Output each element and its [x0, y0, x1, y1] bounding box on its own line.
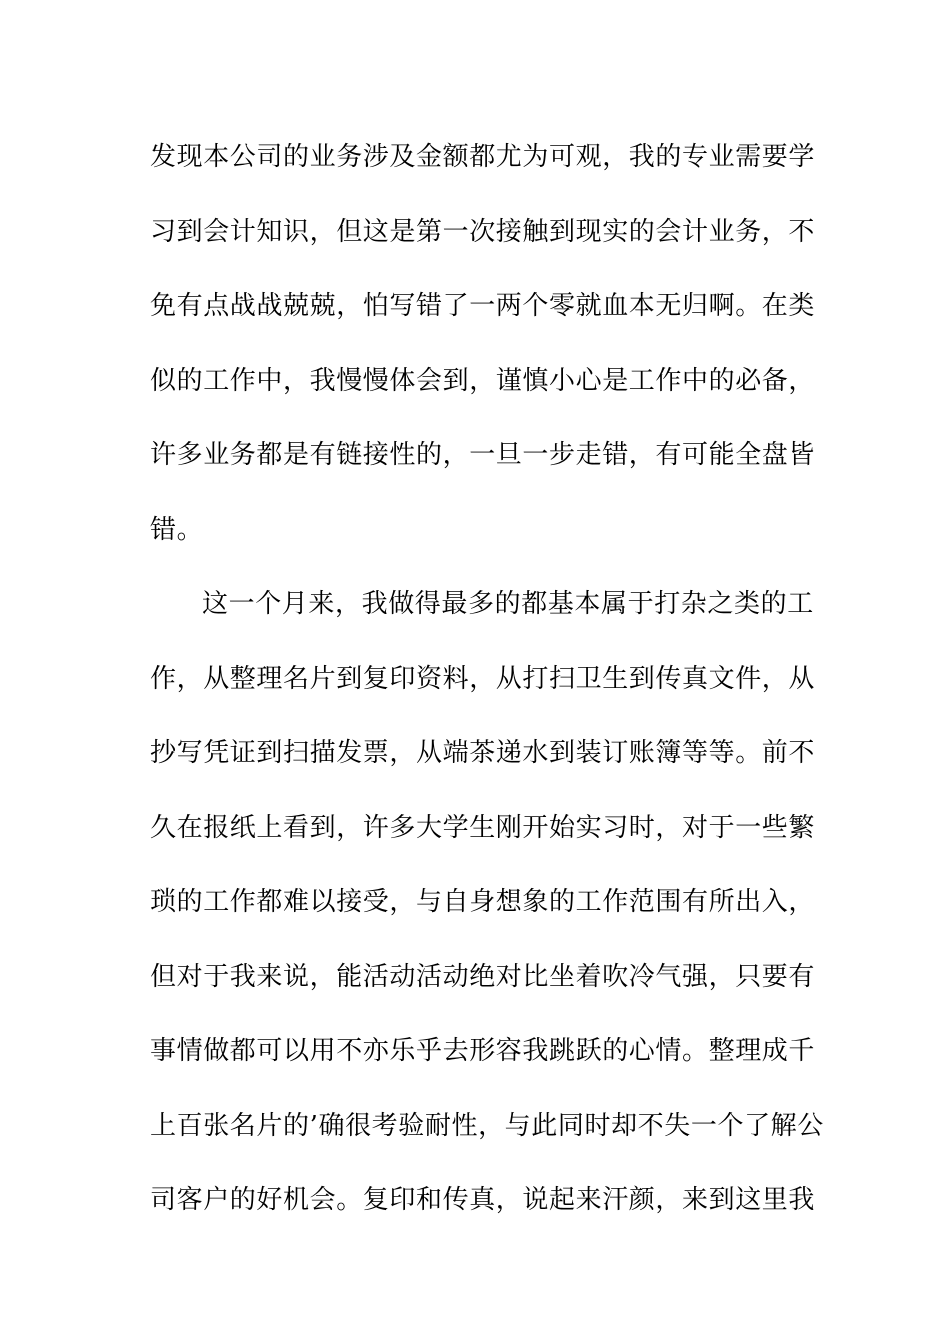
paragraph-2	[150, 567, 824, 1238]
paragraph-line: 免有点战战兢兢，怕写错了一两个零就血本无归啊。在类	[150, 291, 816, 321]
paragraph-line: 抄写凭证到扫描发票，从端茶递水到装订账簿等等。前不	[150, 738, 816, 768]
document-body	[150, 120, 824, 1238]
paragraph-line: 事情做都可以用不亦乐乎去形容我跳跃的心情。整理成千	[150, 1036, 816, 1066]
paragraph-line: 司客户的好机会。复印和传真，说起来汗颜，来到这里我	[150, 1185, 816, 1215]
paragraph-line: 似的工作中，我慢慢体会到，谨慎小心是工作中的必备，	[150, 365, 816, 396]
paragraph-line: 发现本公司的业务涉及金额都尤为可观，我的专业需要学	[150, 142, 816, 172]
paragraph-line: 作，从整理名片到复印资料，从打扫卫生到传真文件，从	[150, 663, 816, 694]
paragraph-line: 久在报纸上看到，许多大学生刚开始实习时，对于一些繁	[150, 812, 816, 843]
paragraph-1	[150, 120, 816, 567]
paragraph-line: 上百张名片的’确很考验耐性，与此同时却不失一个了解公	[150, 1110, 824, 1141]
paragraph-line: 但对于我来说，能活动活动绝对比坐着吹冷气强，只要有	[150, 961, 816, 992]
paragraph-line: 许多业务都是有链接性的，一旦一步走错，有可能全盘皆	[150, 440, 816, 470]
paragraph-first-line: 这一个月来，我做得最多的都基本属于打杂之类的工	[202, 589, 814, 619]
paragraph-line: 习到会计知识，但这是第一次接触到现实的会计业务，不	[150, 216, 816, 247]
paragraph-line: 琐的工作都难以接受，与自身想象的工作范围有所出入，	[150, 887, 816, 917]
paragraph-line: 错。	[150, 514, 204, 545]
